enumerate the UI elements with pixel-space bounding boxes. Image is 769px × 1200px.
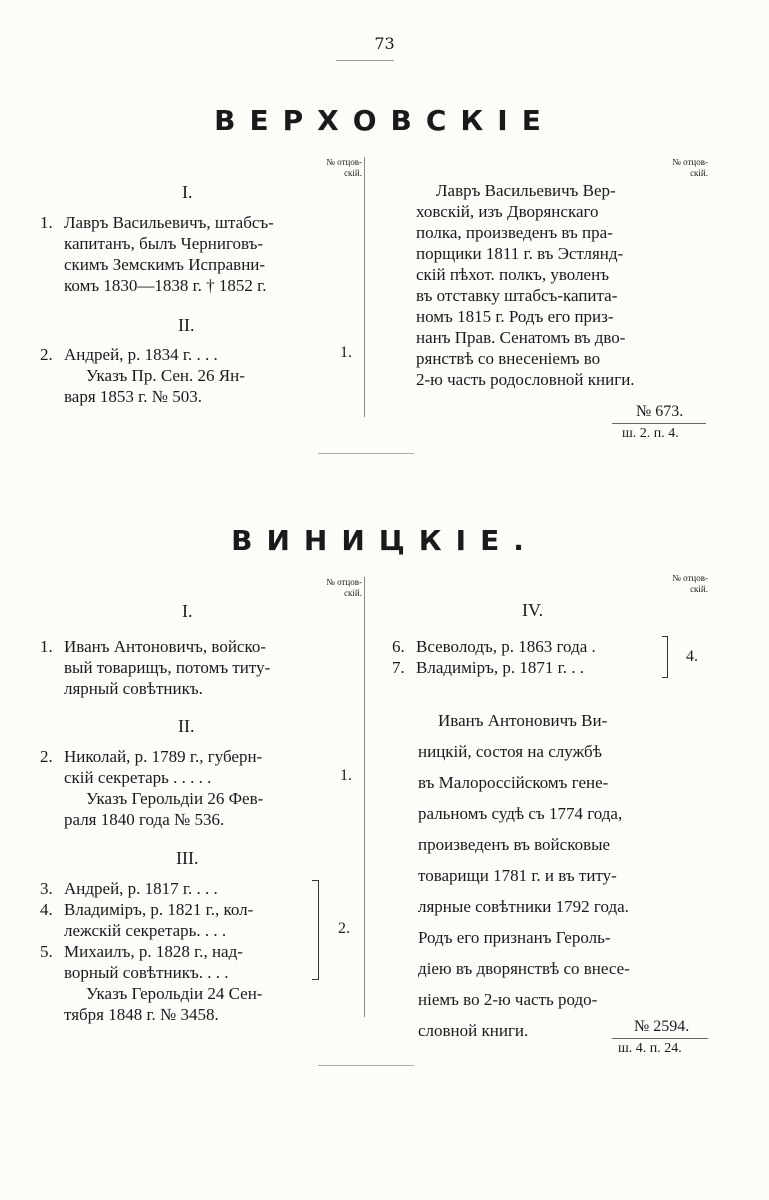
generation-bracket bbox=[662, 636, 668, 678]
entry-line: капитанъ, былъ Черниговъ- bbox=[64, 234, 264, 253]
generation-bracket bbox=[312, 880, 319, 980]
doc-rule bbox=[612, 423, 706, 424]
entry-line: Указъ Пр. Сен. 26 Ян- bbox=[86, 366, 245, 385]
col-header-right-1: № отцов- скій. bbox=[672, 157, 708, 178]
entry-line: Всеволодъ, р. 1863 года . bbox=[416, 637, 596, 656]
entry-line: скій секретарь . . . . . bbox=[64, 768, 212, 787]
history-line: ницкій, состоя на службѣ bbox=[418, 742, 602, 761]
column-divider-2 bbox=[364, 577, 365, 1017]
doc-rule bbox=[612, 1038, 708, 1039]
father-ref: 4. bbox=[686, 648, 698, 665]
entry-line: вый товарищъ, потомъ титу- bbox=[64, 658, 271, 677]
history-line: 2-ю часть родословной книги. bbox=[416, 370, 635, 389]
history-line: товарищи 1781 г. и въ титу- bbox=[418, 866, 617, 885]
history-line: рянствѣ со внесеніемъ во bbox=[416, 349, 601, 368]
history-line: нанъ Прав. Сенатомъ въ дво- bbox=[416, 328, 626, 347]
entry-number: 5. bbox=[40, 942, 53, 961]
history-line: діею въ дворянствѣ со внесе- bbox=[418, 959, 630, 978]
entry-line: Иванъ Антоновичъ, войско- bbox=[64, 637, 267, 656]
entry-number: 6. bbox=[392, 637, 405, 656]
entry-line: раля 1840 года № 536. bbox=[64, 810, 225, 829]
history-line: полка, произведенъ въ пра- bbox=[416, 223, 613, 242]
col-header-left-2: № отцов- скій. bbox=[326, 577, 362, 598]
section-separator bbox=[318, 453, 414, 454]
history-line: порщики 1811 г. въ Эстлянд- bbox=[416, 244, 624, 263]
col-header-right-2: № отцов- скій. bbox=[672, 573, 708, 594]
generation-roman: I. bbox=[182, 182, 193, 202]
history-line: ховскій, изъ Дворянскаго bbox=[416, 202, 599, 221]
entry-line: Указъ Герольдіи 26 Фев- bbox=[86, 789, 264, 808]
entry-number: 4. bbox=[40, 900, 53, 919]
entry-line: комъ 1830—1838 г. † 1852 г. bbox=[64, 276, 267, 295]
history-line: скій пѣхот. полкъ, уволенъ bbox=[416, 265, 609, 284]
history-line: номъ 1815 г. Родъ его приз- bbox=[416, 307, 614, 326]
history-line: Лавръ Васильевичъ Вер- bbox=[436, 181, 616, 200]
section-separator bbox=[318, 1065, 414, 1066]
entry-line: Андрей, р. 1817 г. . . . bbox=[64, 879, 218, 898]
generation-roman: III. bbox=[176, 848, 199, 868]
entry-line: Указъ Герольдіи 24 Сен- bbox=[86, 984, 263, 1003]
entry-number: 2. bbox=[40, 747, 53, 766]
entry-number: 3. bbox=[40, 879, 53, 898]
generation-roman: II. bbox=[178, 716, 195, 736]
history-line: словной книги. bbox=[418, 1021, 529, 1040]
entry-line: лярный совѣтникъ. bbox=[64, 679, 203, 698]
column-divider-1 bbox=[364, 157, 365, 417]
father-ref: 1. bbox=[340, 344, 352, 361]
father-ref: 2. bbox=[338, 920, 350, 937]
section-title-verkhovskie: ВЕРХОВСКІЕ bbox=[214, 104, 555, 137]
history-line: въ Малороссійскомъ гене- bbox=[418, 773, 609, 792]
entry-line: варя 1853 г. № 503. bbox=[64, 387, 202, 406]
archive-location: ш. 2. п. 4. bbox=[622, 426, 679, 441]
col-header-left-1: № отцов- скій. bbox=[326, 157, 362, 178]
generation-roman: IV. bbox=[522, 600, 544, 620]
entry-line: тября 1848 г. № 3458. bbox=[64, 1005, 219, 1024]
entry-line: Владиміръ, р. 1821 г., кол- bbox=[64, 900, 254, 919]
history-line: произведенъ въ войсковые bbox=[418, 835, 611, 854]
document-number: № 2594. bbox=[634, 1018, 690, 1035]
entry-number: 1. bbox=[40, 213, 53, 232]
archive-location: ш. 4. п. 24. bbox=[618, 1041, 682, 1056]
entry-line: лежскій секретарь. . . . bbox=[64, 921, 227, 940]
history-line: Родъ его признанъ Героль- bbox=[418, 928, 611, 947]
generation-roman: I. bbox=[182, 601, 193, 621]
generation-roman: II. bbox=[178, 315, 195, 335]
entry-line: Владиміръ, р. 1871 г. . . bbox=[416, 658, 584, 677]
entry-number: 1. bbox=[40, 637, 53, 656]
history-line: лярные совѣтники 1792 года. bbox=[418, 897, 629, 916]
document-number: № 673. bbox=[636, 403, 684, 420]
history-line: Иванъ Антоновичъ Ви- bbox=[438, 711, 608, 730]
entry-line: Николай, р. 1789 г., губерн- bbox=[64, 747, 263, 766]
history-line: ніемъ во 2-ю часть родо- bbox=[418, 990, 598, 1009]
father-ref: 1. bbox=[340, 767, 352, 784]
entry-number: 2. bbox=[40, 345, 53, 364]
page-number: 73 bbox=[374, 34, 395, 53]
entry-line: скимъ Земскимъ Исправни- bbox=[64, 255, 266, 274]
entry-line: ворный совѣтникъ. . . . bbox=[64, 963, 229, 982]
entry-line: Михаилъ, р. 1828 г., над- bbox=[64, 942, 243, 961]
entry-number: 7. bbox=[392, 658, 405, 677]
page-number-rule bbox=[336, 60, 394, 61]
history-line: въ отставку штабсъ-капита- bbox=[416, 286, 618, 305]
entry-line: Андрей, р. 1834 г. . . . bbox=[64, 345, 218, 364]
history-line: ральномъ судѣ съ 1774 года, bbox=[418, 804, 623, 823]
entry-line: Лавръ Васильевичъ, штабсъ- bbox=[64, 213, 274, 232]
section-title-vinitskie: ВИНИЦКІЕ. bbox=[231, 524, 538, 557]
